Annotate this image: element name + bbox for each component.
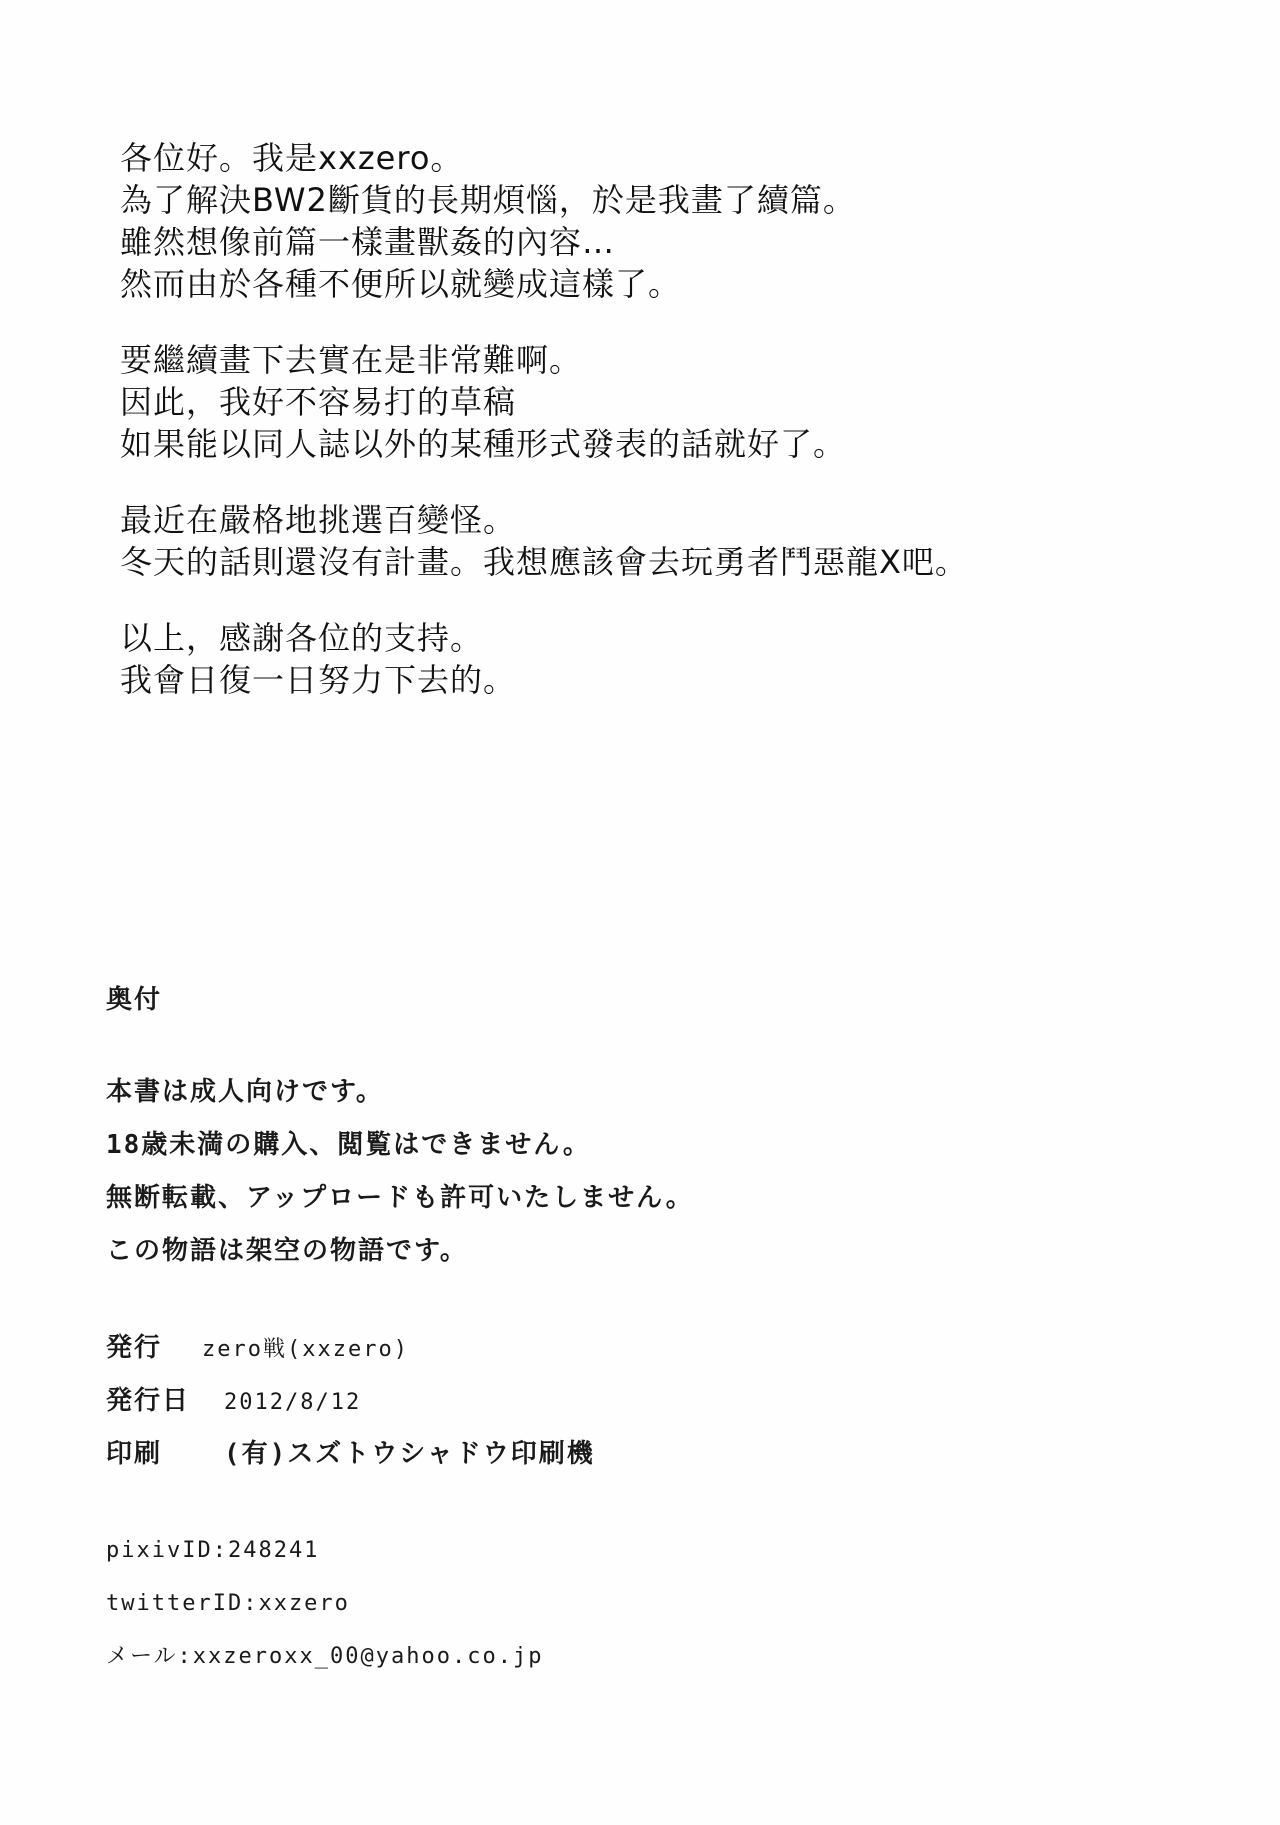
message-line: 因此，我好不容易打的草稿 [120, 383, 517, 421]
notice-line: 本書は成人向けです。 [106, 1077, 384, 1107]
message-paragraph [120, 339, 1180, 465]
contact-info [106, 1531, 1106, 1690]
message-line: 雖然想像前篇一樣畫獸姦的內容… [120, 223, 616, 261]
pixiv-id: pixivID:248241 [106, 1538, 320, 1563]
notice-line: 無断転載、アップロードも許可いたしません。 [106, 1183, 694, 1213]
colophon-heading: 奥付 [106, 985, 163, 1015]
message-line: 以上，感謝各位的支持。 [120, 619, 484, 657]
date-row [106, 1381, 1106, 1434]
notice-list [106, 1072, 1106, 1284]
message-paragraph [120, 617, 1180, 701]
printer-row [106, 1434, 1106, 1487]
publication-info [106, 1328, 1106, 1487]
printer-value: (有)スズトウシャドウ印刷機 [224, 1439, 595, 1469]
notice-line: この物語は架空の物語です。 [106, 1236, 468, 1266]
message-line: 然而由於各種不便所以就變成這樣了。 [120, 265, 682, 303]
publisher-label: 発行 [106, 1333, 163, 1363]
message-line: 為了解決BW2斷貨的長期煩惱，於是我畫了續篇。 [120, 181, 856, 219]
message-line: 最近在嚴格地挑選百變怪。 [120, 501, 517, 539]
message-paragraph [120, 137, 1180, 305]
message-line: 冬天的話則還沒有計畫。我想應該會去玩勇者鬥惡龍X吧。 [120, 543, 968, 581]
message-line: 各位好。我是xxzero。 [120, 139, 464, 177]
colophon [106, 980, 1106, 1734]
message-paragraph [120, 499, 1180, 583]
twitter-id: twitterID:xxzero [106, 1591, 350, 1616]
notice-line: 18歳未満の購入、閲覧はできません。 [106, 1130, 591, 1160]
publisher-row [106, 1328, 1106, 1381]
message-line: 我會日復一日努力下去的。 [120, 661, 517, 699]
afterword-message [120, 137, 1180, 735]
email-address: メール:xxzeroxx_00@yahoo.co.jp [106, 1644, 544, 1669]
date-value: 2012/8/12 [224, 1390, 362, 1415]
date-label: 発行日 [106, 1386, 191, 1416]
message-line: 要繼續畫下去實在是非常難啊。 [120, 341, 583, 379]
printer-label: 印刷 [106, 1439, 163, 1469]
publisher-value: zero戦(xxzero) [202, 1337, 409, 1362]
message-line: 如果能以同人誌以外的某種形式發表的話就好了。 [120, 425, 847, 463]
